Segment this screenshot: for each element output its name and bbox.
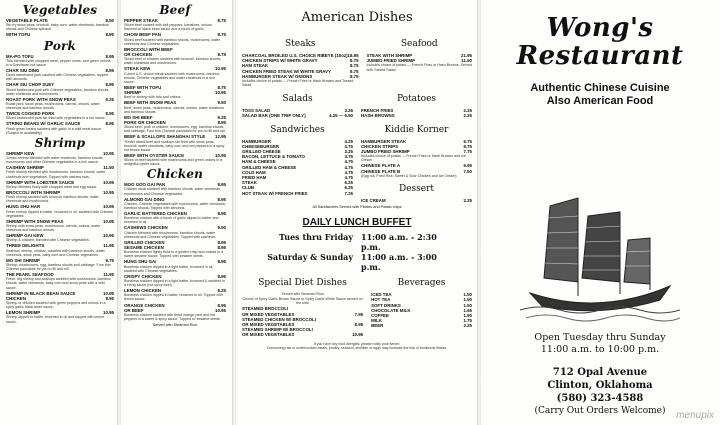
pork-list [6, 54, 114, 135]
menu-item-name: HASH BROWNS [361, 113, 395, 119]
menu-item-price: 1.65 [463, 307, 472, 313]
menu-item-description: Shrimp & chicken, blended with Chinese vegetables. [6, 238, 90, 243]
menu-item-price: 6.75 [463, 138, 472, 144]
menu-item-name: HAM & CHEESE [242, 159, 276, 165]
menu-item [6, 32, 114, 37]
menu-item-name: BACON, LETTUCE & TOMATO [242, 154, 305, 160]
menu-item-name: MO SHI SHRIMP [6, 257, 40, 263]
menu-item-price: 10.95 [103, 290, 114, 296]
restaurant-name-line-2: Restaurant [516, 41, 684, 71]
menu-item-description: Sliced beef cooked with bell peppers, tomatoes, onions, flavored w/ black bean sauce and a touch of garlic. [124, 23, 213, 32]
menu-item-name: CHICKEN FRIED STEAK W/ WHITE GRAVY [242, 68, 331, 74]
menu-item-name: HAMBURGER [242, 138, 272, 144]
menu-item-name: SESAME CHICKEN [124, 244, 164, 250]
menu-item [361, 198, 472, 203]
menu-item-name: SHRIMP WITH SNOW PEAS [6, 218, 64, 224]
menu-item-price: 10.95 [352, 332, 364, 338]
menu-item-price: 8.95 [105, 32, 114, 38]
menu-item-price: 10.95 [103, 189, 114, 195]
panel-american [238, 0, 476, 425]
menu-item-name: SHRIMP IN BLACK BEAN SAUCE [6, 290, 76, 296]
menu-item-description: Sliced beef sautéed with bamboo shoots, mushrooms, water chestnuts and Chinese vegetables. [124, 37, 221, 46]
menu-item-price: 7.95 [354, 311, 364, 317]
sandwiches-kiddie-row [242, 119, 472, 204]
menu-item-description: Boneless chicken dipped in a light batter, browned & sautéed in a Hong sauce (not spicy food). [124, 278, 225, 288]
menu-item-price: 11.95 [103, 243, 114, 249]
menu-item-price: 8.95 [217, 273, 226, 279]
steaks-list [242, 53, 359, 79]
steaks-seafood-row [242, 33, 472, 88]
menu-item-description: Boneless chicken lightly fried to a golden crisp and coated in a sweet sesame sauce. Topped with sesame seeds. [124, 250, 224, 259]
diet-list [242, 306, 363, 337]
menu-item-name: ROAST PORK WITH SNOW PEAS [6, 96, 76, 102]
menu-item-name: THE PEARL SEAFOOD [6, 272, 54, 278]
menu-item-price: 10.95 [215, 152, 226, 158]
menu-item-name: CLUB [242, 185, 255, 191]
menu-item-price: 1.50 [463, 297, 472, 303]
menu-item-price: 11.95 [103, 272, 114, 278]
menu-item-description: Diced barbecued pork sautéed with Chinese vegetables, topped with almonds. [6, 73, 108, 82]
allergy-note: If you have any food allergies, please notify your server. [313, 341, 401, 346]
hours-time: 11:00 a.m. to 10:00 p.m. [540, 344, 660, 355]
menu-item-price: 3.75 [344, 154, 353, 160]
menu-item-price: 10.95 [215, 307, 226, 313]
menu-item-description: Tofu blended with chopped meat, pepper corns, and green onions in a Szechwan hot sauce. [6, 58, 111, 67]
menu-item-price: 8.95 [217, 239, 226, 245]
menu-item-price: 8.95 [217, 259, 226, 265]
menu-item-price: 8.95 [217, 196, 226, 202]
chicken-title: Chicken [146, 167, 204, 182]
menu-item-description: Boneless chicken dipped in batter, browned in oil. Topped with lemon sauce. [124, 293, 223, 302]
menu-item-price: 10.95 [103, 233, 114, 239]
menu-item-name: LEMON CHICKEN [124, 288, 162, 294]
menu-item-name: ALMOND GAI DING [124, 196, 165, 202]
tagline [480, 82, 720, 108]
restaurant-name-line-1: Wong's [546, 13, 654, 43]
fold-divider [232, 0, 236, 425]
menu-item-name: GRILLED CHICKEN [124, 239, 165, 245]
beverages-title: Beverages [397, 278, 446, 289]
menu-item-name: BEEF WITH TOFU [124, 84, 162, 90]
kiddie-list-b [361, 163, 472, 173]
potatoes-list [361, 108, 472, 118]
salads-title: Salads [282, 94, 313, 105]
menu-item-price: 9.50 [217, 225, 226, 231]
menu-item-price: 8.95 [217, 244, 226, 250]
beef-title: Beef [159, 3, 191, 17]
menu-item-name: OR MIXED VEGETABLES [242, 332, 295, 338]
menu-item-name: FRIED HAM [242, 175, 267, 181]
menu-item-name: BEEF & SCALLOPS SHANGHAI STYLE [124, 134, 206, 140]
menu-item-price: 8.95 [105, 67, 114, 73]
menu-item-description: Stir fry snow peas, broccoli, baby corn, water chestnuts, bamboo shoots and Chinese spinach [6, 23, 109, 32]
menu-item-price: 10.95 [103, 204, 114, 210]
menu-item-price: 7.50 [463, 168, 472, 174]
street-address: 712 Opal Avenue [552, 367, 648, 378]
lunch-time: 11:00 a.m. - 3:00 p.m. [361, 252, 437, 273]
menu-item [371, 323, 472, 328]
menu-item-price: 3.25 [344, 108, 353, 114]
menu-item-price: 8.95 [354, 322, 364, 327]
menu-item-name: ORANGE CHICKEN [124, 302, 165, 308]
menu-item-name: TOSS SALAD [242, 108, 271, 114]
shrimp-title: Shrimp [34, 135, 86, 150]
steaks-title: Steaks [285, 39, 316, 49]
menu-item-price: 1.50 [463, 292, 472, 298]
menu-item-price: 10.95 [103, 179, 114, 185]
menu-item-name: CHOW BEEF PAN [124, 32, 161, 38]
menu-item-price: 11.50 [461, 58, 472, 64]
menu-item-price: 6.25 [344, 180, 353, 186]
menu-item-name: CHAR SIU CHOP SUEY [6, 82, 55, 88]
menu-item-name: MO SHI BEEF [124, 114, 153, 120]
lunch-buffet-title: DAILY LUNCH BUFFET [302, 217, 412, 229]
menu-item-price: 2.25 [463, 113, 472, 119]
menu-item-price: 6.95 [463, 163, 472, 169]
salads-list [242, 108, 353, 118]
menu-item-name: HOT STEAK W/ FRENCH FRIES [242, 190, 308, 196]
vegetables-title: Vegetables [22, 3, 98, 17]
menu-item-price: 10.95 [103, 310, 114, 316]
menu-item-name: CASHEW SHRIMP [6, 165, 44, 171]
menu-item-name: CHARCOAL BROILED U.S. CHOICE RIBEYE (10oz) [242, 53, 348, 58]
salads-potatoes-row [242, 88, 472, 118]
menu-item-name: JUMBO FRIED SHRIMP [361, 149, 410, 155]
beef-list [124, 18, 226, 166]
tagline-line-2: Also American Food [546, 95, 654, 107]
menu-item-name: MILK [371, 318, 382, 324]
menu-item-description: Chicken meat sautéed with bamboo shoots, water chestnuts, mushrooms and Chinese vegetables. [124, 187, 221, 196]
menu-item-name: BEEF WITH OYSTER SAUCE [124, 152, 185, 158]
menu-item-name: VEGETABLE PLATE [6, 18, 48, 23]
menu-item-price: 4.25 — 6.50 [329, 113, 353, 119]
beverages-list [371, 292, 472, 328]
menu-item-name: HOT TEA [371, 297, 391, 303]
menu-item-name: GRILLED CHEESE [242, 149, 281, 155]
city: Clinton, Oklahoma [547, 380, 653, 391]
menu-item-price: 8.95 [105, 121, 114, 127]
menu-item-name: BROCCOLI WITH SHRIMP [6, 189, 61, 195]
menu-item-description: Shrimp dipped in batter, browned in oil and topped with lemon sauce. [6, 315, 105, 324]
menu-item-name: COLD HAM [242, 169, 266, 175]
menu-item-price: 10.95 [103, 218, 114, 224]
menu-item-description: Cubed U.S. choice steak sautéed with mushrooms, bamboo shoots, Chinese vegetables and water chestnuts in a rich sauce. [124, 71, 220, 84]
junk-ship-icon [520, 178, 680, 326]
menu-item-price: 7.75 [463, 149, 472, 155]
menu-item-price: 4.75 [344, 175, 353, 181]
menu-item-name: THREE DELIGHTS [6, 243, 45, 249]
menu-item-name: CHOCOLATE MILK [371, 307, 411, 313]
pork-title: Pork [43, 38, 77, 53]
menu-item-price: 8.95 [217, 119, 226, 125]
menu-item-name: CHINESE PLATE A [361, 163, 401, 169]
steaks-note: Includes choice of potato — French Fries or Hash Browns and Tossed Salad [242, 79, 354, 88]
menu-item-description: Beef or shrimp with tofu and onions. [124, 95, 182, 100]
menu-item-name: MA-PO TOFU [6, 53, 34, 59]
menu-item-price: 18.95 [347, 53, 359, 58]
menu-item-description: Fresh shrimp sautéed with broccoli, bamboo shoots, water chestnuts and mushrooms. [6, 195, 99, 204]
lunch-row [242, 252, 472, 272]
menu-item-price: 2.25 [463, 108, 472, 114]
menu-item-price: 8.75 [217, 32, 226, 38]
menu-item-name: TWICE COOKED PORK [6, 111, 55, 117]
menu-item-description: Roast pork, snow peas, mushrooms, carrots, onions, water chestnuts and bamboo shoots. [6, 101, 100, 111]
menu-item-price: 21.95 [461, 53, 472, 58]
menu-item-description: Boneless chicken sautéed with dried orange peel and hot peppers in a sweet & spicy sauce. Topped w/ sesame seeds. [124, 312, 221, 322]
menu-item-description: Shrimp with snow peas, mushrooms, carrots, onions, water chestnuts and bamboo shoots. [6, 223, 101, 232]
menu-item-price: 12.95 [215, 134, 226, 140]
vegetables-list [6, 18, 114, 38]
phone: (580) 323-4588 [556, 393, 644, 404]
menu-item [242, 191, 353, 196]
menu-item-name: JUMBO FRIED SHRIMP [366, 58, 416, 64]
menu-item-name: STEAMED BROCCOLI [242, 306, 289, 312]
menu-item-name: STEAMED SHRIMP W/ BROCCOLI [242, 327, 313, 333]
menu-item-price: 4.75 [344, 164, 353, 170]
menu-item-price: 1.50 [463, 312, 472, 318]
menu-item-name: SHRIMP GAI KEW [6, 233, 44, 239]
menu-item-price: 8.95 [105, 53, 114, 59]
menu-item-name: BROCCOLI WITH BEEF [124, 46, 173, 52]
menu-item-price: 2.25 [463, 323, 472, 329]
menu-item-name: CHINESE PLATE B [361, 168, 401, 174]
menu-item-description: Shrimp blended finely with chopped meat and egg sauce. [6, 184, 98, 189]
menu-item [242, 332, 363, 337]
menu-item-price: 9.50 [217, 100, 226, 106]
menu-item-description: Boneless chicken with a touch of garlic dipped in batter and browned in oil. [124, 216, 219, 225]
menu-item-price: 4.75 [344, 169, 353, 175]
menu-item-name: CHAR SIU DING [6, 67, 40, 73]
menu-item-name: GARLIC BATTERED CHICKEN [124, 211, 187, 216]
menu-item-name: STEAK KEW [124, 66, 151, 72]
dessert-title: Dessert [398, 183, 435, 194]
menu-item-price: 8.95 [105, 111, 114, 117]
menu-item-description: Shrimp, mushrooms, egg, bamboo shoots and cabbage. Four thin Chinese pancakes for you to fill and roll. [6, 262, 111, 272]
menu-item-description: Fresh green beans sautéed with garlic in a mild meat sauce. (Subject to availability) [6, 126, 102, 135]
menu-item-price: 8.95 [105, 82, 114, 88]
lunch-days: Saturday & Sunday [267, 252, 353, 263]
menu-item-description: Chicken, Chinese vegetables with mushrooms, water chestnuts, bamboo shoots. Topped with almonds. [124, 201, 226, 210]
menu-item-price: 7.25 [344, 190, 353, 196]
menu-item-name: OR MIXED VEGETABLES [242, 311, 295, 317]
menu-item-name: OR BEEF [124, 307, 144, 313]
menu-item-description: Fresh shrimp blended with mushrooms, bamboo shoots, water chestnuts and vegetables. Topped with cashew nuts. [6, 170, 106, 179]
menu-item-price: 8.75 [217, 84, 226, 90]
seafood-list [367, 53, 472, 63]
menu-item-price: 8.95 [105, 295, 114, 301]
menu-item-description: Beef, snow peas, mushrooms, carrots, onions, water chestnuts and bamboo shoots. [124, 105, 225, 114]
menu-item-name: CHICKEN STRIPS [361, 143, 399, 149]
diet-beverages-row [242, 272, 472, 338]
menu-item-name: HAMBURGER STEAK [361, 138, 407, 144]
menu-item-name: LEMON SHRIMP [6, 310, 41, 316]
hours-block [480, 332, 720, 356]
menu-item-description: Jumbo shrimp blended with water chestnuts, bamboo shoots, mushrooms and other Chinese vegetables in a rich sauce. [6, 156, 104, 165]
sandwiches-note: All Sandwiches Served with Pickles and Potato chips [312, 205, 402, 210]
menu-item-price: 8.75 [350, 63, 359, 69]
menu-item-description: Fresh shrimp dipped in batter, browned in oil, sautéed with Chinese vegetables. [6, 209, 114, 218]
menu-item-description: Shrimp or chicken sautéed with green peppers and onions in a spicy garlic black bean sauce. [6, 301, 106, 310]
menu-item-name: SALAD BAR (ONE TRIP ONLY) [242, 113, 306, 119]
menu-item-price: 8.75 [350, 68, 359, 74]
menu-item-price: 8.75 [217, 51, 226, 57]
menu-item-description: Sliced barbecued pork stir fried with vegetables in a hot sauce. [6, 116, 106, 121]
menu-item-name: WITH TOFU [6, 32, 31, 38]
potatoes-title: Potatoes [396, 94, 437, 105]
menu-item-price: 4.75 [344, 159, 353, 165]
menu-item-price: 1.75 [463, 318, 472, 324]
menu-item-description: Sliced beef or chicken sautéed with broccoli, bamboo shoots, water chestnuts and mushrooms. [124, 57, 222, 66]
menu-item-price: 1.50 [463, 302, 472, 308]
menu-item-price: 4.75 [344, 143, 353, 149]
menu-item-price: 10.95 [103, 150, 114, 156]
menu-item-name: MOO GOO GAI PAN [124, 182, 166, 188]
menu-item-price: 8.75 [217, 18, 226, 23]
menu-item-price: 8.75 [350, 73, 359, 79]
menu-item-price: 9.25 [217, 114, 226, 120]
menu-item-name: HAMBURGER STEAK W/ ONIONS [242, 73, 313, 79]
menu-item-name: PORK OR CHICKEN [124, 119, 166, 125]
menu-item-name: CHICKEN [6, 295, 27, 301]
menu-item-name: SOFT DRINKS [371, 302, 401, 308]
lunch-days: Tues thru Friday [279, 232, 353, 243]
hours-days: Open Tuesday thru Sunday [534, 332, 666, 343]
menu-item-name: HUNG SHU GAI [124, 259, 157, 265]
diet-subtitle-2: Choice of Spicy Garlic Brown Sauce or Spicy Garlic White Sauce served on the side [242, 297, 363, 306]
menu-item-price: 9.25 [105, 96, 114, 102]
menu-item-price: 10.95 [215, 90, 226, 96]
menu-item-name: CRISPY CHICKEN [124, 273, 162, 279]
american-title: American Dishes [301, 10, 413, 25]
menu-item-description: Fresh, big shrimp and scallops sautéed with mushrooms, bamboo shoots, water chestnuts, baby corn and snow peas with a mild sauce. [6, 277, 111, 290]
menu-item-description: Slices of beef sautéed with mushrooms and green onions in a delightful oyster sauce. [124, 158, 223, 167]
menu-item-price: 11.50 [103, 165, 114, 171]
panel-beef-chicken [120, 0, 230, 425]
menu-item-name: SHRIMP [124, 90, 142, 96]
sandwiches-list [242, 139, 353, 196]
sandwiches-title: Sandwiches [270, 124, 325, 135]
watermark: menupix [676, 410, 714, 421]
lunch-row [242, 232, 472, 252]
menu-item-price: 8.50 [105, 18, 114, 23]
menu-item-description: Tender sliced beef and scallops stir fried with snow peas, broccoli, water chestnuts, baby corn and red peppers in a spicy hot brown sauce. [124, 139, 225, 152]
diet-subtitle: Served with Steamed Rice [281, 292, 324, 297]
menu-item-price: 8.95 [217, 182, 226, 188]
menu-item-name: SHRIMP WITH LOBSTER SAUCE [6, 179, 75, 185]
tagline-line-1: Authentic Chinese Cuisine [530, 82, 670, 94]
menu-item-description: Boneless chicken dipped in a light batter, browned in oil, sautéed with Chinese vegetables. [124, 264, 214, 273]
lunch-time: 11:00 a.m. - 2:30 p.m. [361, 232, 437, 253]
menu-item-name: STRING BEANS W/ GARLIC SAUCE [6, 121, 81, 127]
menu-item-price: 10.95 [215, 66, 226, 72]
seafood-note: Includes choice of potato — French Fries or Hash Browns. Served with Tossed Salad [366, 63, 473, 72]
menu-item-price: 2.25 [463, 197, 472, 203]
menu-item-name: FRENCH FRIES [361, 108, 394, 114]
menu-item-price: 3.25 [344, 149, 353, 155]
menu-item-name: PEPPER STEAK [124, 18, 158, 23]
menu-item-name: BEER [371, 323, 384, 329]
menu-item-description: Chicken blended with mushrooms, bamboo shoots, water chestnuts and Chinese vegetables. Topped with cashews. [124, 230, 217, 239]
diet-title: Special Diet Dishes [258, 278, 347, 289]
dessert-list [361, 198, 472, 203]
menu-item-name: ICE CREAM [361, 197, 386, 203]
kiddie-title: Kiddie Korner [384, 124, 449, 135]
menu-item-name: CASHEWS CHICKEN [124, 225, 168, 231]
menu-item-price: 8.75 [350, 58, 359, 64]
menu-item-name: HAM STEAK [242, 63, 269, 69]
menu-item-price: 4.25 [344, 138, 353, 144]
menu-item-name: SHRIMP KEW [6, 150, 35, 156]
menu-item-name: CHEESEBURGER [242, 143, 280, 149]
menu-item-price: 6.25 [344, 185, 353, 191]
menu-item-price: 9.75 [105, 257, 114, 263]
menu-item-price: 8.95 [217, 211, 226, 216]
menu-item-name: COFFEE [371, 312, 389, 318]
menu-item-name: STEAK [242, 180, 257, 186]
menu-item-price: 8.95 [217, 302, 226, 308]
menu-item-description: Sliced barbecued pork with Chinese vegetables, bamboo shoots, water chestnuts and mushrooms. [6, 87, 110, 96]
menu-item-price: 6.75 [463, 143, 472, 149]
carry-out: (Carry Out Orders Welcome) [534, 406, 666, 416]
menu-item-name: OR CHICKEN [124, 51, 152, 57]
menu-item-description: Seafood, shrimp, chicken, sautéed with bamboo shoots, water chestnuts, snow peas, baby corn and Chinese vegetables. [6, 248, 105, 257]
menu-item-name: BEEF WITH SNOW PEAS [124, 100, 177, 106]
kiddie-list-a [361, 139, 472, 155]
raw-food-warning: Consuming raw or undercooked meats, poultry, seafood, shellfish or eggs may increase the risk of foodborne illness. [266, 345, 448, 350]
menu-item-name: GRILLED HAM & CHEESE [242, 164, 297, 170]
panel-cover [480, 0, 720, 425]
panel-vegetables-pork-shrimp [0, 0, 118, 425]
chicken-list [124, 182, 226, 321]
restaurant-name [480, 14, 720, 70]
menu-item-name: OR MIXED VEGETABLES [242, 322, 295, 327]
menu-item-name: ICED TEA [371, 292, 392, 298]
kiddie-note-1: Includes choice of potato — French Fries or Hash Browns and Ice Cream [361, 154, 466, 163]
seafood-title: Seafood [400, 39, 438, 49]
menu-item-name: STEAK WITH SHRIMP [366, 53, 413, 58]
menu-item-name: HUNG SHU HAR [6, 204, 41, 210]
kiddie-note-2: (Egg roll, Fried Rice, Sweet & Sour Chicken and Ice Cream) [361, 173, 457, 178]
menu-item-price: 8.25 [217, 288, 226, 294]
chicken-note: Served with Steamed Rice [152, 323, 198, 328]
shrimp-list [6, 151, 114, 324]
menu-item-name: CHICKEN STRIPS W/ WHITE GRAVY [242, 58, 318, 64]
menu-item-description: Sliced beef, pork or chicken, mushrooms, egg, bamboo shoots and cabbage. Four thin Chinese pancakes for you to fill and roll. [124, 125, 226, 134]
menu-item-name: STEAMED CHICKEN W/ BROCCOLI [242, 316, 316, 322]
